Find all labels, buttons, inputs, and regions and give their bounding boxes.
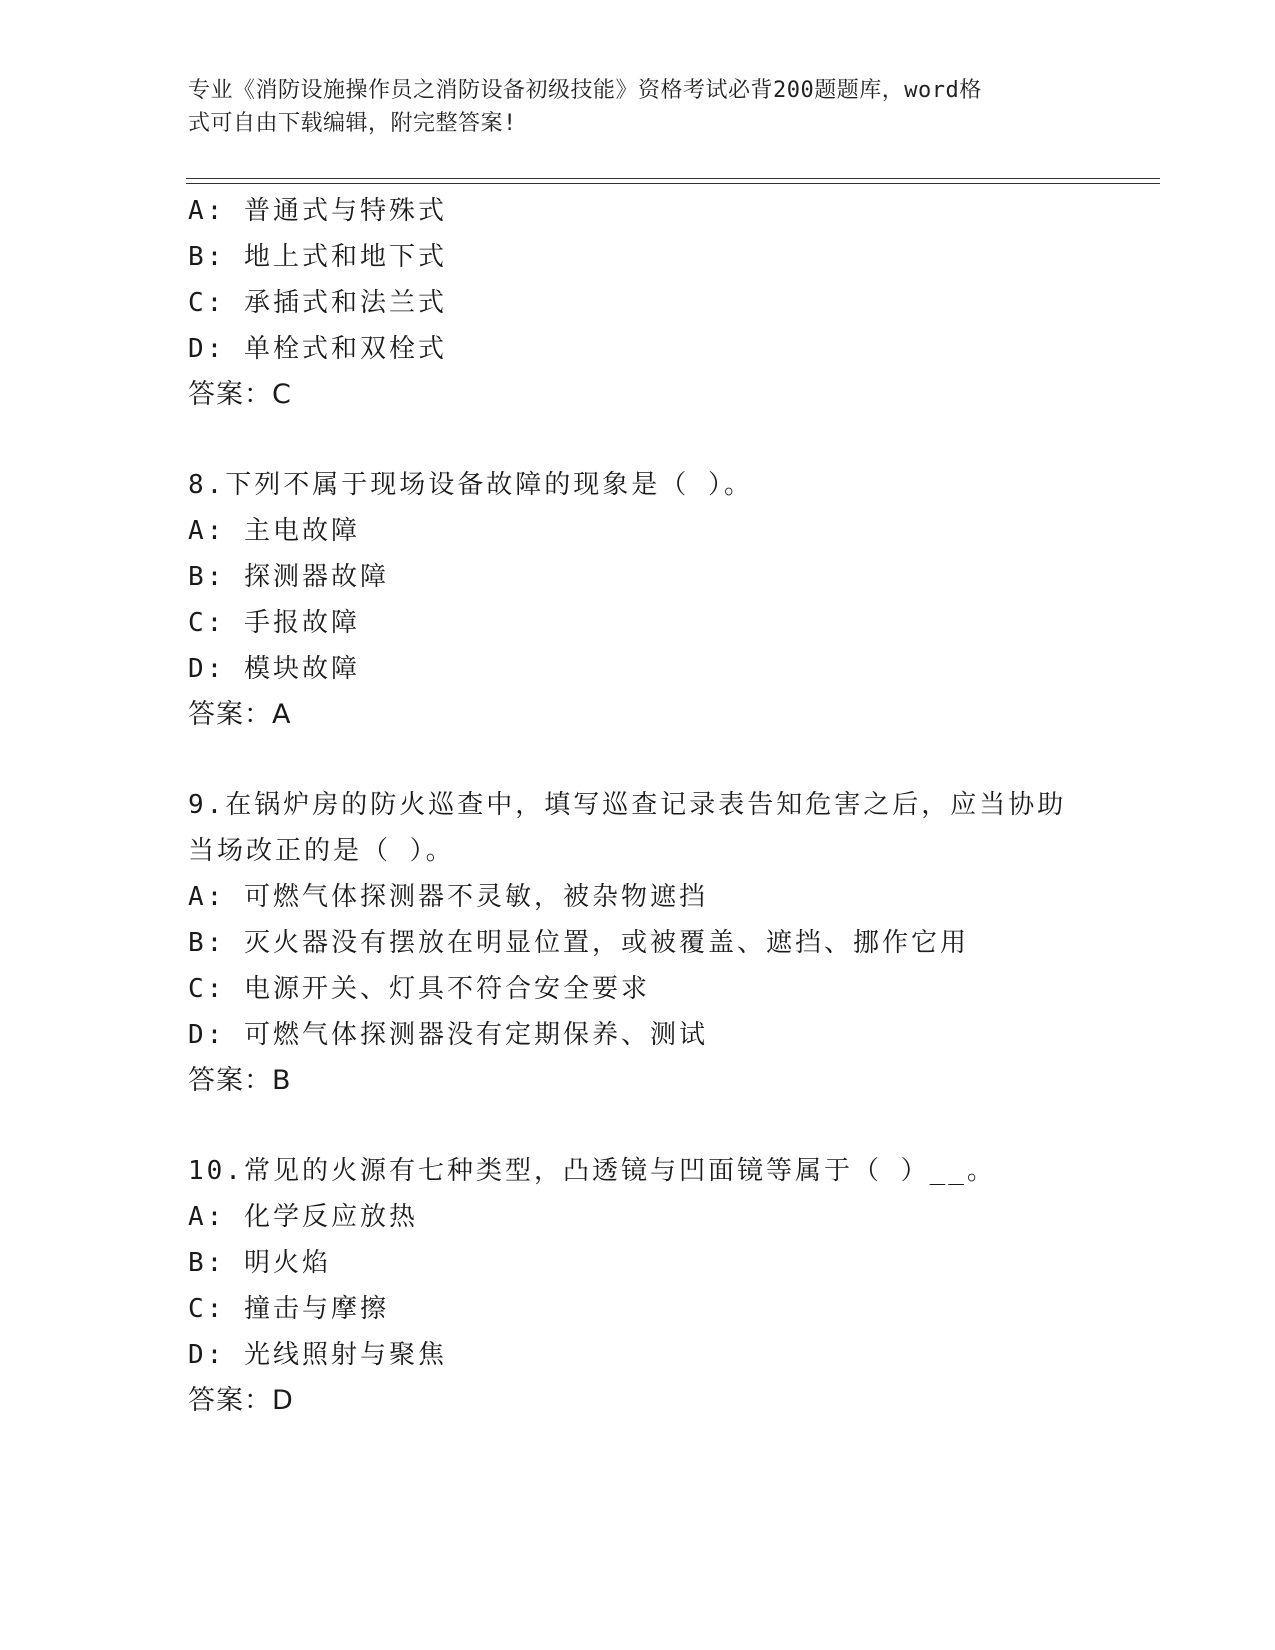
option-d: D: 可燃气体探测器没有定期保养、测试 [188,1020,708,1050]
header-divider-bottom [186,183,1160,184]
header-divider-top [186,178,1160,179]
option-c: C: 电源开关、灯具不符合安全要求 [188,974,650,1004]
option-a: A: 可燃气体探测器不灵敏，被杂物遮挡 [188,882,708,912]
header-line-1: 专业《消防设施操作员之消防设备初级技能》资格考试必背200题题库，word格 [188,78,982,103]
question-9 [188,782,1088,1104]
option-b: B: 灭火器没有摆放在明显位置，或被覆盖、遮挡、挪作它用 [188,928,969,958]
question-stem-line-2: 当场改正的是（ ）。 [188,836,455,866]
question-7 [188,188,1088,418]
question-10 [188,1148,1088,1424]
document-header [188,74,1068,140]
option-d: D: 单栓式和双栓式 [188,334,447,364]
option-d: D: 光线照射与聚焦 [188,1340,447,1370]
answer: 答案：A [188,699,292,730]
option-a: A: 化学反应放热 [188,1202,418,1232]
option-a: A: 普通式与特殊式 [188,196,447,226]
header-line-2: 式可自由下载编辑，附完整答案! [188,111,517,136]
answer: 答案：D [188,1385,294,1416]
question-stem: 8.下列不属于现场设备故障的现象是（ ）。 [188,470,753,500]
option-b: B: 明火焰 [188,1248,331,1278]
option-c: C: 手报故障 [188,608,360,638]
option-b: B: 探测器故障 [188,562,389,592]
question-stem-line-1: 9.在锅炉房的防火巡查中，填写巡查记录表告知危害之后，应当协助 [188,790,1067,820]
option-c: C: 撞击与摩擦 [188,1294,389,1324]
option-d: D: 模块故障 [188,654,360,684]
option-b: B: 地上式和地下式 [188,242,447,272]
question-stem: 10.常见的火源有七种类型，凸透镜与凹面镜等属于（ ）__。 [188,1156,996,1186]
option-a: A: 主电故障 [188,516,360,546]
question-list [188,188,1088,1424]
option-c: C: 承插式和法兰式 [188,288,447,318]
answer: 答案：C [188,379,292,410]
question-8 [188,462,1088,738]
answer: 答案：B [188,1065,292,1096]
